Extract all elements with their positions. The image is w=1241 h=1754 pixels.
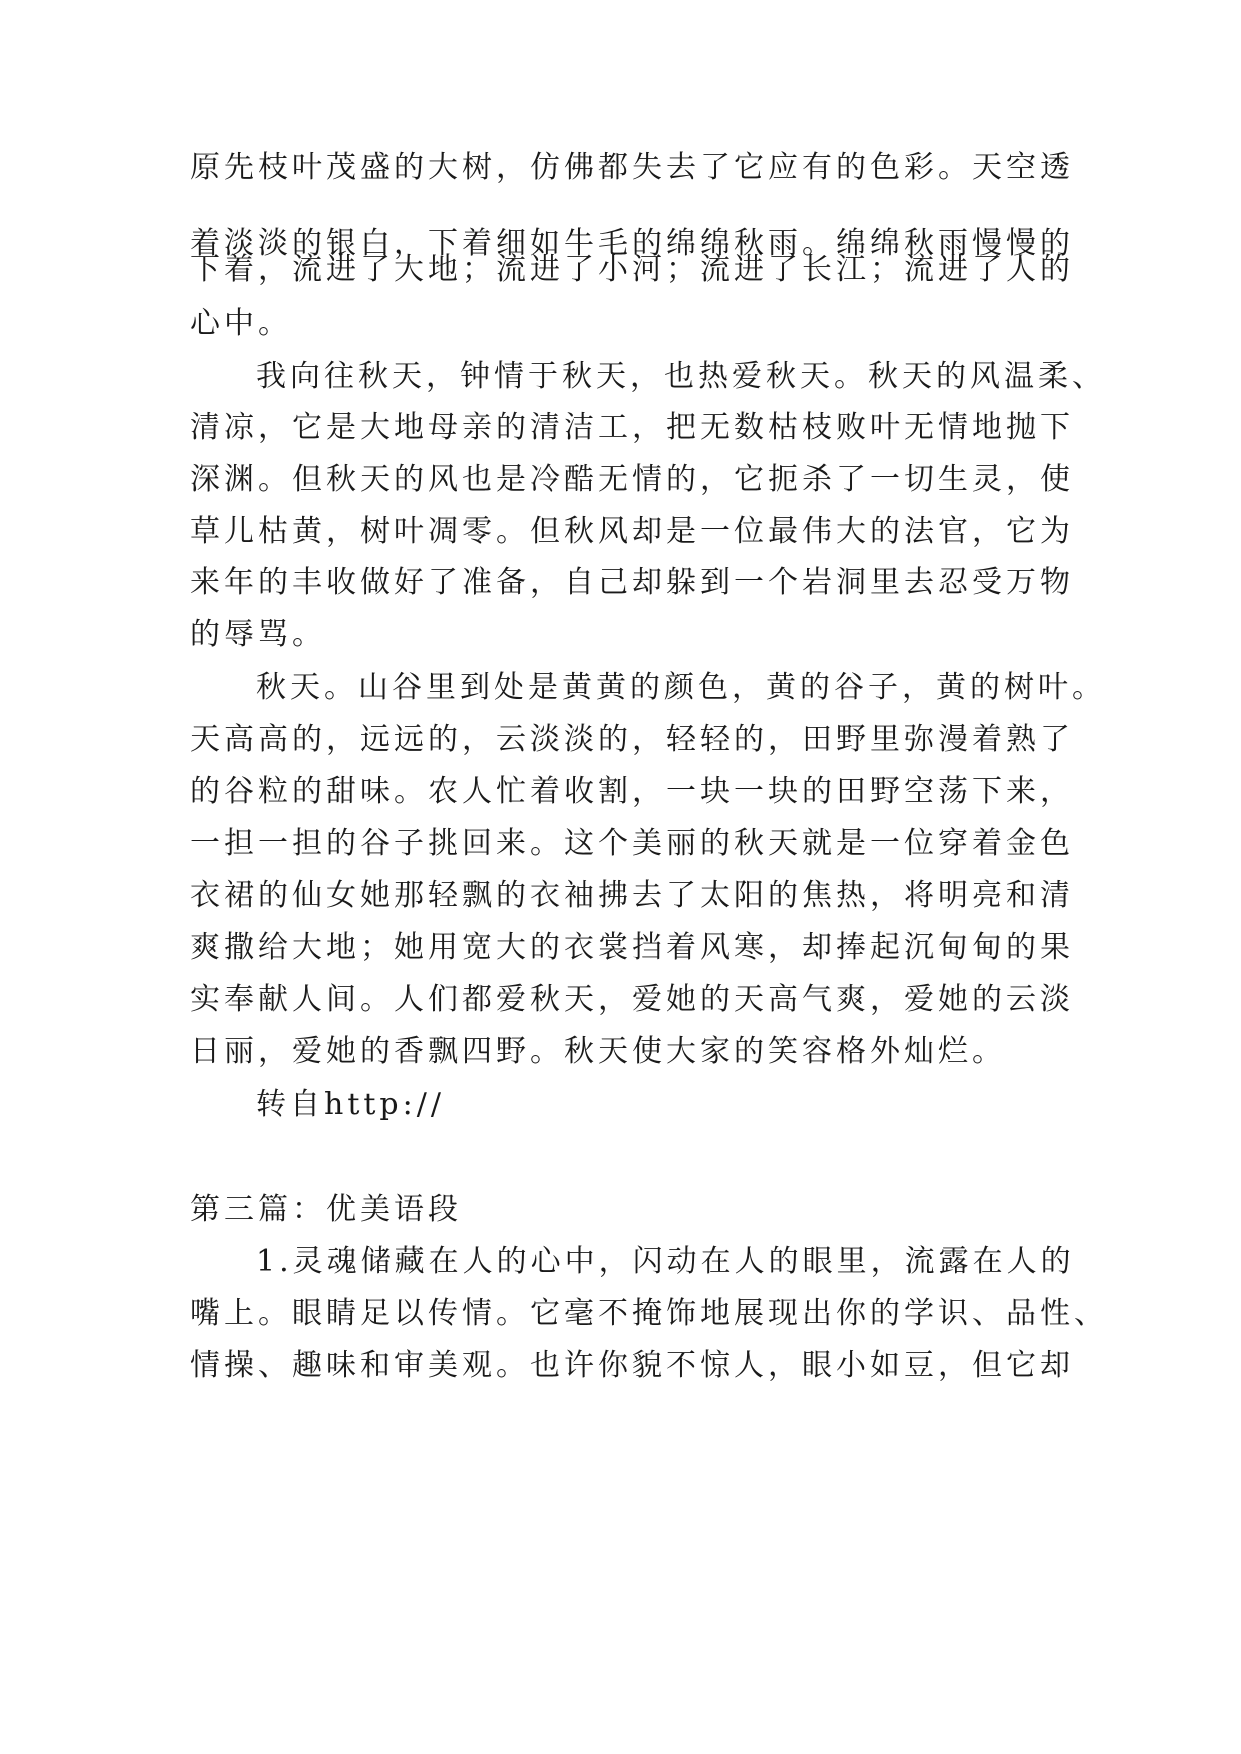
paragraph-2-line-2: 清凉，它是大地母亲的清洁工，把无数枯枝败叶无情地抛下 [190, 410, 1074, 445]
paragraph-3-line-2: 天高高的，远远的，云淡淡的，轻轻的，田野里弥漫着熟了 [190, 722, 1074, 757]
paragraph-1-line-4: 心中。 [190, 306, 292, 341]
paragraph-2-line-1: 我向往秋天，钟情于秋天，也热爱秋天。秋天的风温柔、 [256, 359, 1106, 394]
paragraph-2-line-5: 来年的丰收做好了准备，自己却躲到一个岩洞里去忍受万物 [190, 565, 1074, 600]
paragraph-3-line-3: 的谷粒的甜味。农人忙着收割，一块一块的田野空荡下来， [190, 774, 1074, 809]
paragraph-4-line-1: 1.灵魂储藏在人的心中，闪动在人的眼里，流露在人的 [256, 1244, 1075, 1279]
paragraph-3-line-4: 一担一担的谷子挑回来。这个美丽的秋天就是一位穿着金色 [190, 826, 1074, 861]
paragraph-3-line-8: 日丽，爱她的香飘四野。秋天使大家的笑容格外灿烂。 [190, 1034, 1006, 1069]
paragraph-3-line-6: 爽撒给大地；她用宽大的衣裳挡着风寒，却捧起沉甸甸的果 [190, 930, 1074, 965]
paragraph-1-line-3: 下着，流进了大地；流进了小河；流进了长江；流进了人的 [190, 252, 1074, 287]
paragraph-3-line-5: 衣裙的仙女她那轻飘的衣袖拂去了太阳的焦热，将明亮和清 [190, 878, 1074, 913]
paragraph-1-line-2: 着淡淡的银白，下着细如牛毛的绵绵秋雨。绵绵秋雨慢慢的 [190, 226, 1074, 261]
paragraph-1-line-1: 原先枝叶茂盛的大树，仿佛都失去了它应有的色彩。天空透 [190, 150, 1074, 185]
paragraph-2-line-4: 草儿枯黄，树叶凋零。但秋风却是一位最伟大的法官，它为 [190, 514, 1074, 549]
paragraph-2-line-3: 深渊。但秋天的风也是冷酷无情的，它扼杀了一切生灵，使 [190, 462, 1074, 497]
paragraph-3-line-7: 实奉献人间。人们都爱秋天，爱她的天高气爽，爱她的云淡 [190, 982, 1074, 1017]
source-line: 转自http:// [256, 1087, 445, 1122]
paragraph-3-line-1: 秋天。山谷里到处是黄黄的颜色，黄的谷子，黄的树叶。 [256, 670, 1106, 705]
paragraph-2-line-6: 的辱骂。 [190, 617, 326, 652]
paragraph-4-line-3: 情操、趣味和审美观。也许你貌不惊人，眼小如豆，但它却 [190, 1348, 1074, 1383]
section-heading: 第三篇：优美语段 [190, 1192, 462, 1227]
paragraph-4-line-2: 嘴上。眼睛足以传情。它毫不掩饰地展现出你的学识、品性、 [190, 1296, 1108, 1331]
